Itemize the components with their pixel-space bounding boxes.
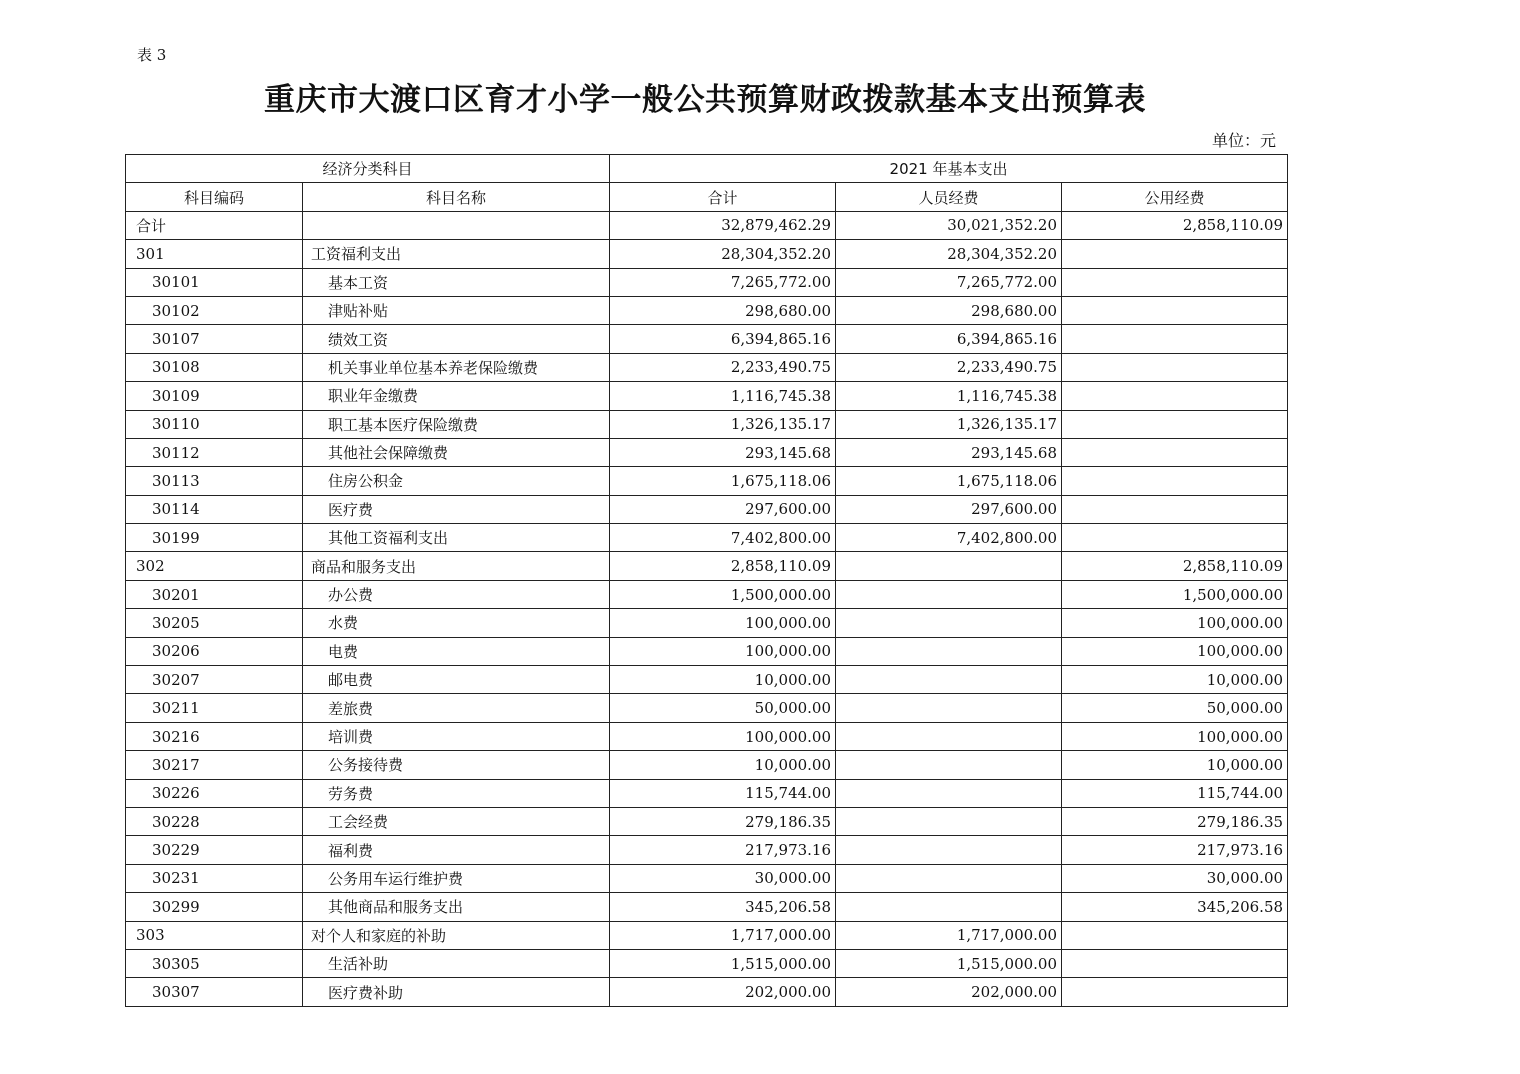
cell-personnel: 202,000.00 [836,978,1062,1006]
cell-name: 邮电费 [303,666,610,694]
cell-name: 其他社会保障缴费 [303,438,610,466]
table-row [126,552,1288,580]
cell-name: 培训费 [303,722,610,750]
cell-personnel: 7,265,772.00 [836,268,1062,296]
cell-total: 115,744.00 [610,779,836,807]
cell-personnel [836,779,1062,807]
cell-name: 水费 [303,609,610,637]
cell-code: 30201 [126,580,303,608]
unit-label: 单位：元 [1212,131,1277,150]
cell-code: 30207 [126,666,303,694]
cell-total: 297,600.00 [610,495,836,523]
table-row [126,268,1288,296]
cell-name: 公务接待费 [303,751,610,779]
table-row [126,211,1288,239]
cell-public: 10,000.00 [1062,751,1288,779]
cell-public [1062,438,1288,466]
cell-code: 30110 [126,410,303,438]
cell-name: 商品和服务支出 [303,552,610,580]
cell-code: 30107 [126,325,303,353]
column-header-code: 科目编码 [126,183,303,211]
column-header-personnel: 人员经费 [836,183,1062,211]
cell-name: 职工基本医疗保险缴费 [303,410,610,438]
cell-public: 1,500,000.00 [1062,580,1288,608]
table-row [126,382,1288,410]
cell-personnel: 297,600.00 [836,495,1062,523]
table-row [126,807,1288,835]
cell-code: 30101 [126,268,303,296]
cell-name: 医疗费补助 [303,978,610,1006]
cell-public: 50,000.00 [1062,694,1288,722]
cell-total: 100,000.00 [610,722,836,750]
cell-public [1062,296,1288,324]
cell-personnel: 1,515,000.00 [836,949,1062,977]
cell-code: 30199 [126,524,303,552]
table-row [126,467,1288,495]
table-row [126,779,1288,807]
cell-name: 住房公积金 [303,467,610,495]
cell-code: 30231 [126,864,303,892]
cell-personnel: 1,326,135.17 [836,410,1062,438]
cell-code: 30217 [126,751,303,779]
table-row [126,978,1288,1006]
cell-name: 福利费 [303,836,610,864]
cell-public: 115,744.00 [1062,779,1288,807]
cell-total: 32,879,462.29 [610,211,836,239]
table-row [126,949,1288,977]
cell-total: 6,394,865.16 [610,325,836,353]
header-group-row [126,155,1288,183]
cell-name: 其他工资福利支出 [303,524,610,552]
cell-total: 345,206.58 [610,893,836,921]
cell-public: 2,858,110.09 [1062,211,1288,239]
cell-code: 30206 [126,637,303,665]
cell-public: 100,000.00 [1062,637,1288,665]
cell-name: 办公费 [303,580,610,608]
cell-name: 工会经费 [303,807,610,835]
cell-personnel [836,722,1062,750]
cell-name [303,211,610,239]
cell-personnel: 2,233,490.75 [836,353,1062,381]
cell-total: 28,304,352.20 [610,240,836,268]
cell-personnel [836,807,1062,835]
cell-personnel [836,893,1062,921]
cell-name: 工资福利支出 [303,240,610,268]
table-row [126,524,1288,552]
cell-total: 30,000.00 [610,864,836,892]
cell-public: 10,000.00 [1062,666,1288,694]
cell-public: 279,186.35 [1062,807,1288,835]
cell-name: 职业年金缴费 [303,382,610,410]
cell-total: 1,500,000.00 [610,580,836,608]
table-row [126,609,1288,637]
cell-personnel [836,666,1062,694]
cell-personnel: 1,675,118.06 [836,467,1062,495]
cell-code: 301 [126,240,303,268]
header-economic-classification: 经济分类科目 [126,155,610,183]
cell-code: 30307 [126,978,303,1006]
cell-personnel: 1,116,745.38 [836,382,1062,410]
cell-total: 7,265,772.00 [610,268,836,296]
cell-total: 10,000.00 [610,751,836,779]
cell-total: 2,233,490.75 [610,353,836,381]
cell-personnel: 7,402,800.00 [836,524,1062,552]
table-body [126,211,1288,1006]
cell-code: 30113 [126,467,303,495]
cell-code: 30305 [126,949,303,977]
budget-table [125,154,1288,1007]
cell-name: 公务用车运行维护费 [303,864,610,892]
cell-code: 30112 [126,438,303,466]
cell-code: 30205 [126,609,303,637]
cell-personnel [836,609,1062,637]
header-basic-expenditure-2021: 2021 年基本支出 [610,155,1288,183]
cell-personnel: 28,304,352.20 [836,240,1062,268]
cell-name: 津贴补贴 [303,296,610,324]
cell-total: 1,675,118.06 [610,467,836,495]
table-number-label: 表 3 [137,46,167,64]
cell-total: 100,000.00 [610,609,836,637]
cell-public [1062,978,1288,1006]
cell-code: 30228 [126,807,303,835]
page-title: 重庆市大渡口区育才小学一般公共预算财政拨款基本支出预算表 [264,82,1146,118]
cell-public [1062,495,1288,523]
cell-personnel [836,836,1062,864]
cell-code: 30226 [126,779,303,807]
cell-personnel [836,552,1062,580]
table-row [126,864,1288,892]
header-column-row [126,183,1288,211]
cell-total: 50,000.00 [610,694,836,722]
cell-total: 10,000.00 [610,666,836,694]
cell-total: 2,858,110.09 [610,552,836,580]
cell-code: 302 [126,552,303,580]
table-row [126,666,1288,694]
cell-name: 机关事业单位基本养老保险缴费 [303,353,610,381]
table-row [126,694,1288,722]
cell-public [1062,410,1288,438]
cell-code: 30114 [126,495,303,523]
cell-total: 1,116,745.38 [610,382,836,410]
cell-public: 2,858,110.09 [1062,552,1288,580]
cell-public: 30,000.00 [1062,864,1288,892]
cell-name: 差旅费 [303,694,610,722]
cell-total: 1,717,000.00 [610,921,836,949]
cell-personnel [836,637,1062,665]
table-row [126,722,1288,750]
cell-public [1062,921,1288,949]
table-row [126,438,1288,466]
table-row [126,353,1288,381]
table-row [126,836,1288,864]
column-header-public: 公用经费 [1062,183,1288,211]
cell-total: 217,973.16 [610,836,836,864]
cell-public [1062,949,1288,977]
cell-personnel: 293,145.68 [836,438,1062,466]
cell-personnel: 30,021,352.20 [836,211,1062,239]
table-row [126,240,1288,268]
cell-name: 生活补助 [303,949,610,977]
cell-total: 1,515,000.00 [610,949,836,977]
cell-personnel [836,864,1062,892]
cell-personnel [836,751,1062,779]
cell-public [1062,467,1288,495]
table-row [126,751,1288,779]
cell-total: 202,000.00 [610,978,836,1006]
cell-public [1062,382,1288,410]
table-row [126,325,1288,353]
cell-public [1062,240,1288,268]
cell-name: 基本工资 [303,268,610,296]
cell-code: 30299 [126,893,303,921]
cell-personnel [836,580,1062,608]
cell-code: 30102 [126,296,303,324]
table-row [126,893,1288,921]
cell-code: 30211 [126,694,303,722]
cell-personnel: 1,717,000.00 [836,921,1062,949]
cell-total: 100,000.00 [610,637,836,665]
table-row [126,296,1288,324]
cell-code: 30109 [126,382,303,410]
cell-code: 303 [126,921,303,949]
cell-total: 293,145.68 [610,438,836,466]
cell-code: 30108 [126,353,303,381]
cell-total: 298,680.00 [610,296,836,324]
cell-public [1062,353,1288,381]
table-row [126,410,1288,438]
cell-public: 345,206.58 [1062,893,1288,921]
cell-code: 合计 [126,211,303,239]
cell-total: 279,186.35 [610,807,836,835]
table-row [126,637,1288,665]
column-header-name: 科目名称 [303,183,610,211]
cell-personnel: 298,680.00 [836,296,1062,324]
cell-personnel: 6,394,865.16 [836,325,1062,353]
cell-code: 30216 [126,722,303,750]
cell-public: 217,973.16 [1062,836,1288,864]
cell-public [1062,268,1288,296]
cell-total: 1,326,135.17 [610,410,836,438]
table-row [126,495,1288,523]
cell-personnel [836,694,1062,722]
cell-name: 绩效工资 [303,325,610,353]
cell-public [1062,524,1288,552]
cell-name: 其他商品和服务支出 [303,893,610,921]
cell-name: 对个人和家庭的补助 [303,921,610,949]
column-header-total: 合计 [610,183,836,211]
cell-public: 100,000.00 [1062,722,1288,750]
cell-public [1062,325,1288,353]
table-row [126,921,1288,949]
cell-public: 100,000.00 [1062,609,1288,637]
cell-code: 30229 [126,836,303,864]
cell-name: 电费 [303,637,610,665]
table-row [126,580,1288,608]
cell-name: 医疗费 [303,495,610,523]
cell-name: 劳务费 [303,779,610,807]
cell-total: 7,402,800.00 [610,524,836,552]
